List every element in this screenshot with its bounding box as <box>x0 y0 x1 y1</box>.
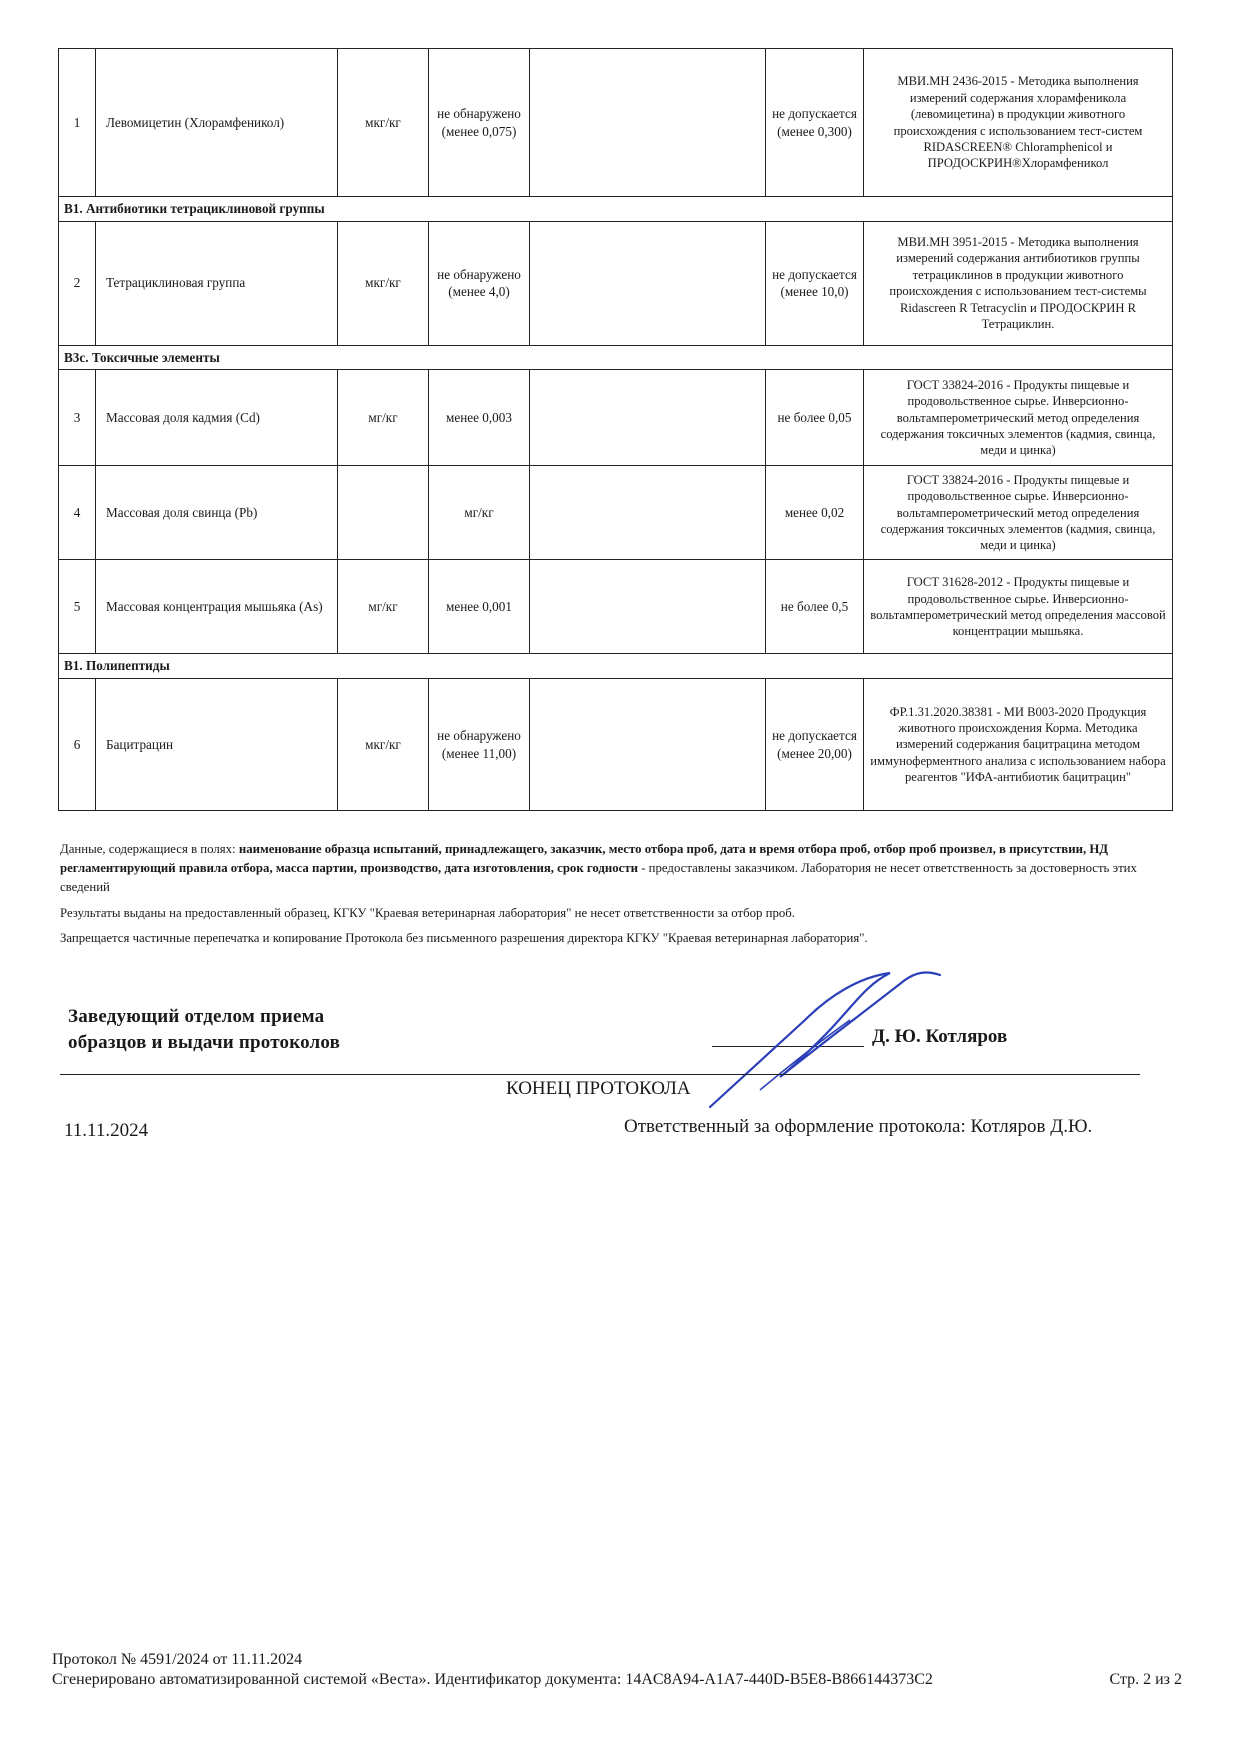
protocol-date: 11.11.2024 <box>64 1120 149 1141</box>
footer-protocol-number: Протокол № 4591/2024 от 11.11.2024 <box>52 1651 303 1668</box>
norm-value: не более 0,5 <box>766 560 864 654</box>
table-row <box>59 560 1173 654</box>
result-value: не обнаружено (менее 0,075) <box>429 49 530 197</box>
responsible-person: Ответственный за оформление протокола: Котляров Д.Ю. <box>624 1116 1093 1137</box>
indicator-name: Массовая доля свинца (Pb) <box>96 466 338 560</box>
indicator-name: Левомицетин (Хлорамфеникол) <box>96 49 338 197</box>
result-value: менее 0,003 <box>429 370 530 466</box>
test-method: ГОСТ 31628-2012 - Продукты пищевые и продовольственное сырье. Инверсионно-вольтамперометрический метод определения массовой концентрации мышьяка. <box>864 560 1173 654</box>
result-value: не обнаружено (менее 11,00) <box>429 679 530 811</box>
notes-section <box>60 840 1180 954</box>
signatory-name: Д. Ю. Котляров <box>872 1026 1008 1047</box>
empty-cell <box>530 370 766 466</box>
test-method: ФР.1.31.2020.38381 - МИ В003-2020 Продукция животного происхождения Корма. Методика измерений содержания бацитрацина методом иммуноферментного анализа с использованием набора реагентов "ИФА-антибиотик бацитрацин" <box>864 679 1173 811</box>
page-footer <box>52 1650 1182 1691</box>
norm-value: не допускается (менее 0,300) <box>766 49 864 197</box>
unit: мг/кг <box>338 560 429 654</box>
norm-value: не допускается (менее 20,00) <box>766 679 864 811</box>
group-header: В1. Антибиотики тетрациклиновой группы <box>59 197 1173 222</box>
note-results-disclaimer: Результаты выданы на предоставленный образец, КГКУ "Краевая ветеринарная лаборатория" не несет ответственности за отбор проб. <box>60 905 795 920</box>
row-number: 3 <box>59 370 96 466</box>
empty-cell <box>530 466 766 560</box>
indicator-name: Массовая концентрация мышьяка (As) <box>96 560 338 654</box>
page-number: Стр. 2 из 2 <box>1109 1671 1182 1688</box>
signatory-title-line2: образцов и выдачи протоколов <box>68 1031 341 1053</box>
indicator-name: Тетрациклиновая группа <box>96 221 338 345</box>
handwritten-signature <box>700 965 960 1115</box>
group-header-row <box>59 197 1173 222</box>
note-customer-data: Данные, содержащиеся в полях: наименование образца испытаний, принадлежащего, заказчик, место отбора проб, дата и время отбора проб, отбор проб произвел, в присутствии, НД регламентирующий правила отбора, масса партии, производство, дата изготовления, срок годности - предоставлены заказчиком. Лаборатория не несет ответственность за достоверность этих сведений <box>60 842 1137 895</box>
table-row <box>59 49 1173 197</box>
unit: мг/кг <box>338 370 429 466</box>
signatory-title-line1: Заведующий отделом приема <box>68 1006 325 1027</box>
note-copy-restriction: Запрещается частичные перепечатка и копирование Протокола без письменного разрешения директора КГКУ "Краевая ветеринарная лаборатория". <box>60 930 868 945</box>
test-method: ГОСТ 33824-2016 - Продукты пищевые и продовольственное сырье. Инверсионно-вольтамперометрический метод определения содержания токсичных элементов (кадмия, свинца, меди и цинка) <box>864 466 1173 560</box>
footer-document-id: Сгенерировано автоматизированной системой «Веста». Идентификатор документа: 14AC8A94-A1A7-440D-B5E8-B866144373C2 <box>52 1671 933 1689</box>
empty-cell <box>530 49 766 197</box>
empty-cell <box>530 679 766 811</box>
result-value: менее 0,001 <box>429 560 530 654</box>
result-value: не обнаружено (менее 4,0) <box>429 221 530 345</box>
empty-cell <box>530 221 766 345</box>
row-number: 1 <box>59 49 96 197</box>
signatory-title <box>68 1004 340 1056</box>
group-header-row <box>59 345 1173 370</box>
test-method: ГОСТ 33824-2016 - Продукты пищевые и продовольственное сырье. Инверсионно-вольтамперометрический метод определения содержания токсичных элементов (кадмия, свинца, меди и цинка) <box>864 370 1173 466</box>
norm-value: не допускается (менее 10,0) <box>766 221 864 345</box>
divider-line <box>60 1074 1140 1075</box>
table-row <box>59 370 1173 466</box>
group-header: В1. Полипептиды <box>59 654 1173 679</box>
table-row <box>59 221 1173 345</box>
norm-value: менее 0,02 <box>766 466 864 560</box>
table-row <box>59 466 1173 560</box>
end-of-protocol: КОНЕЦ ПРОТОКОЛА <box>506 1078 691 1099</box>
unit: мкг/кг <box>338 221 429 345</box>
table-row <box>59 679 1173 811</box>
group-header: В3с. Токсичные элементы <box>59 345 1173 370</box>
unit: мкг/кг <box>338 679 429 811</box>
row-number: 6 <box>59 679 96 811</box>
row-number: 2 <box>59 221 96 345</box>
unit: мкг/кг <box>338 49 429 197</box>
row-number: 4 <box>59 466 96 560</box>
norm-value: не более 0,05 <box>766 370 864 466</box>
test-method: МВИ.МН 3951-2015 - Методика выполнения измерений содержания антибиотиков группы тетрациклинов в продукции животного происхождения с использованием тест-системы Ridascreen R Tetracyclin и ПРОДОСКРИН R Тетрациклин. <box>864 221 1173 345</box>
test-method: МВИ.МН 2436-2015 - Методика выполнения измерений содержания хлорамфеникола (левомицетина) в продукции животного происхождения с использованием тест-систем RIDASCREEN® Chloramphenicol и ПРОДОСКРИН®Хлорамфеникол <box>864 49 1173 197</box>
empty-cell <box>530 560 766 654</box>
row-number: 5 <box>59 560 96 654</box>
indicator-name: Массовая доля кадмия (Cd) <box>96 370 338 466</box>
unit <box>338 466 429 560</box>
group-header-row <box>59 654 1173 679</box>
results-table <box>58 48 1173 811</box>
indicator-name: Бацитрацин <box>96 679 338 811</box>
result-value: мг/кг <box>429 466 530 560</box>
